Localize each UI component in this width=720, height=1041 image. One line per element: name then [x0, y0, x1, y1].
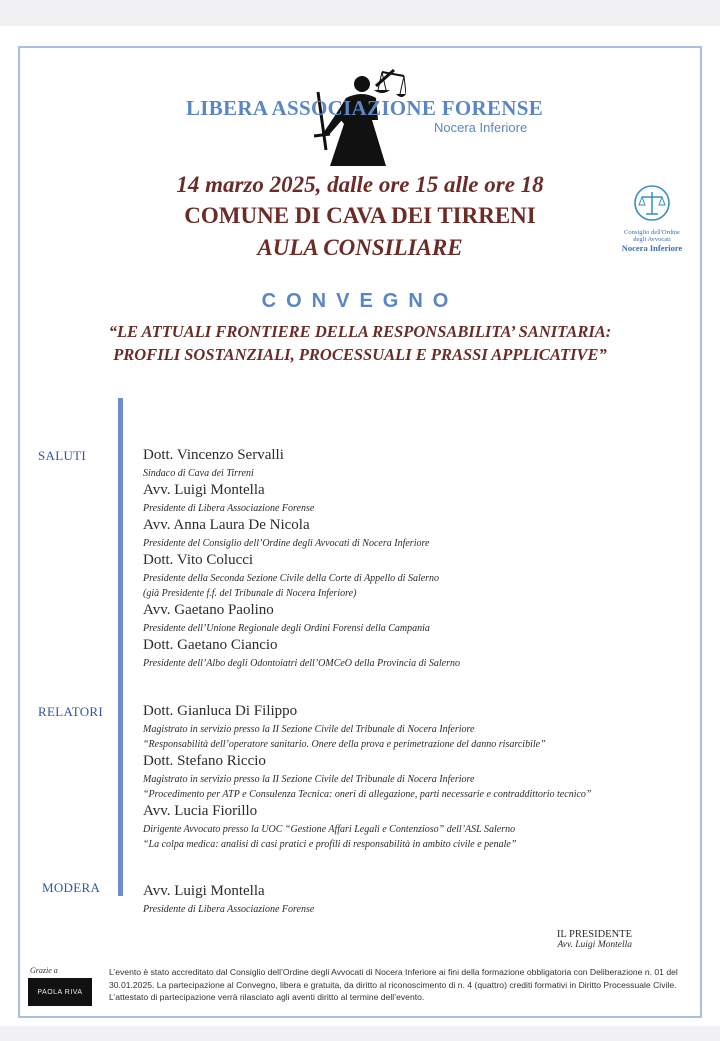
speaker-name: Dott. Gaetano Ciancio — [143, 637, 278, 653]
speaker-role: Presidente della Seconda Sezione Civile della Corte di Appello di Salerno — [143, 573, 440, 584]
speaker-role: Magistrato in servizio presso la II Sezione Civile del Tribunale di Nocera Inferiore — [143, 774, 475, 785]
speaker-role: Presidente dell’Unione Regionale degli Ordini Forensi della Campania — [143, 623, 430, 634]
moderator-role: Presidente di Libera Associazione Forense — [143, 904, 315, 915]
scales-seal-icon — [633, 184, 671, 222]
conference-title — [0, 320, 720, 366]
note-line-2: 30.01.2025. La partecipazione al Convegno, libera e gratuita, da diritto al riconoscimento di n. 4 (quattro) crediti formativi in Diritto Processuale Civile. — [109, 979, 677, 990]
president-name: Avv. Luigi Montella — [557, 940, 632, 950]
speaker-name: Dott. Vito Colucci — [143, 552, 254, 568]
speaker-name: Dott. Stefano Riccio — [143, 753, 266, 769]
speaker-name: Avv. Gaetano Paolino — [143, 602, 274, 618]
event-date: 14 marzo 2025, dalle ore 15 alle ore 18 — [176, 172, 544, 197]
event-place: COMUNE DI CAVA DEI TIRRENI — [184, 203, 536, 228]
thanks-label: Grazie a — [30, 966, 58, 975]
section-relatori: RELATORI — [38, 704, 103, 719]
convegno-heading: CONVEGNO — [261, 290, 459, 312]
note-line-3: L’attestato di partecipazione verrà rilasciato agli aventi diritto al termine dell’evento. — [109, 992, 425, 1002]
speaker-name: Avv. Lucia Fiorillo — [143, 803, 258, 819]
section-modera: MODERA — [42, 880, 101, 895]
seal-line-2: degli Avvocati — [633, 236, 671, 243]
sponsor-logo: PAOLA RIVA — [28, 978, 92, 1006]
seal-city: Nocera Inferiore — [621, 243, 683, 253]
speaker-role: Presidente di Libera Associazione Forense — [143, 503, 315, 514]
speaker-name: Dott. Gianluca Di Filippo — [143, 703, 298, 719]
moderator-name: Avv. Luigi Montella — [143, 883, 265, 899]
speaker-name: Avv. Luigi Montella — [143, 482, 265, 498]
speaker-role: Sindaco di Cava dei Tirreni — [143, 468, 254, 479]
event-hall: AULA CONSILIARE — [257, 235, 463, 260]
president-signature — [557, 929, 632, 950]
speaker-role: (già Presidente f.f. del Tribunale di Nocera Inferiore) — [143, 588, 357, 599]
seal-line-1: Consiglio dell'Ordine — [624, 229, 680, 236]
talk-title: “Procedimento per ATP e Consulenza Tecnica: oneri di allegazione, parti necessarie e contraddittorio tecnico” — [143, 789, 592, 800]
bar-council-seal — [620, 184, 684, 253]
speaker-role: Dirigente Avvocato presso la UOC “Gestione Affari Legali e Contenzioso” dell’ASL Salerno — [143, 824, 516, 835]
title-line-1: “LE ATTUALI FRONTIERE DELLA RESPONSABILITA’ SANITARIA: — [108, 322, 612, 341]
accreditation-note — [109, 966, 695, 1004]
org-name: LIBERA ASSOCIAZIONE FORENSE — [186, 96, 544, 120]
talk-title: “Responsabilità dell’operatore sanitario. Onere della prova e perimetrazione del danno risarcibile” — [143, 739, 546, 750]
title-line-2: PROFILI SOSTANZIALI, PROCESSUALI E PRASSI APPLICATIVE” — [113, 345, 607, 364]
speaker-role: Presidente del Consiglio dell’Ordine degli Avvocati di Nocera Inferiore — [143, 538, 430, 549]
president-title: IL PRESIDENTE — [556, 929, 632, 940]
section-saluti: SALUTI — [38, 448, 87, 463]
program-divider — [118, 398, 123, 896]
speaker-name: Avv. Anna Laura De Nicola — [143, 517, 310, 533]
speaker-name: Dott. Vincenzo Servalli — [143, 447, 284, 463]
speaker-role: Magistrato in servizio presso la II Sezione Civile del Tribunale di Nocera Inferiore — [143, 724, 475, 735]
speaker-role: Presidente dell’Albo degli Odontoiatri dell’OMCeO della Provincia di Salerno — [143, 658, 460, 669]
note-line-1: L’evento è stato accreditato dal Consiglio dell’Ordine degli Avvocati di Nocera Inferiore ai fini della formazione obbligatoria con Deliberazione n. 01 del — [109, 967, 678, 977]
org-city: Nocera Inferiore — [434, 120, 528, 135]
talk-title: “La colpa medica: analisi di casi pratici e profili di responsabilità in ambito civile e penale” — [143, 839, 517, 850]
